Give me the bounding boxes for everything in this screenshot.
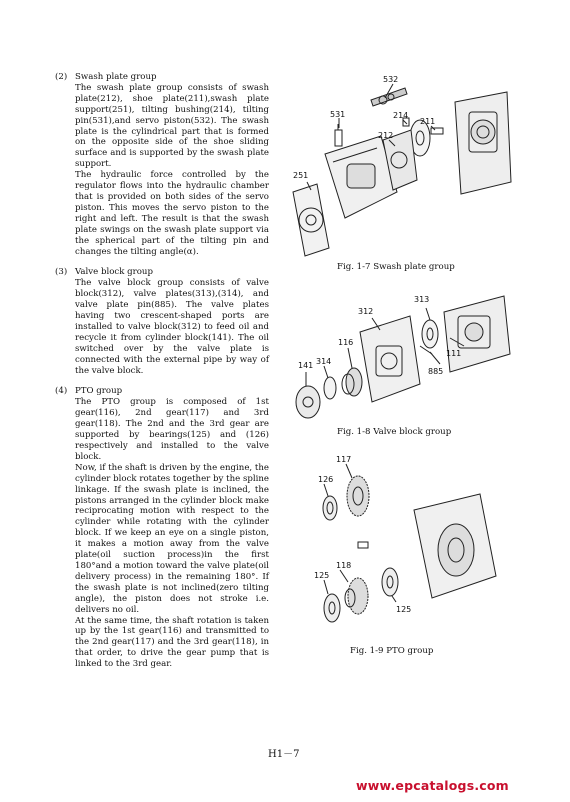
- part-label: 211: [420, 117, 436, 126]
- figure-caption: Fig. 1-9 PTO group: [350, 646, 434, 656]
- section-heading: [55, 267, 269, 278]
- part-label: 118: [336, 561, 352, 570]
- section-heading: [55, 72, 269, 83]
- part-label: 125: [314, 571, 330, 580]
- swash-plate-exploded-drawing: [285, 72, 517, 260]
- section-body: [55, 397, 269, 670]
- part-label: 531: [330, 110, 346, 119]
- part-label: 532: [383, 75, 399, 84]
- figure-valve-block-group: [290, 288, 520, 422]
- part-label: 251: [293, 171, 309, 180]
- valve-block-exploded-drawing: [290, 288, 520, 422]
- part-label: 314: [316, 357, 332, 366]
- website-watermark: www.epcatalogs.com: [356, 778, 509, 793]
- part-label: 312: [358, 307, 374, 316]
- figure-pto-group: [310, 450, 510, 640]
- section-number: (3): [55, 267, 68, 278]
- section-title: Swash plate group: [75, 72, 157, 82]
- section-body: [55, 278, 269, 376]
- part-label: 212: [378, 131, 394, 140]
- section-swash-plate-group: [55, 72, 269, 257]
- section-number: (4): [55, 386, 68, 397]
- section-body: [55, 83, 269, 258]
- part-label: 214: [393, 111, 409, 120]
- paragraph: Now, if the shaft is driven by the engine, the cylinder block rotates together by the spline linkage. If the swash plate is inclined, the pistons arranged in the cylinder block make reciprocating motion with respect to the cylinder while rotating with the cylinder block. If we keep an eye on a single piston, it makes a motion away from the valve plate(oil suction process)in the first 180°and a motion toward the valve plate(oil delivery process) in the remaining 180°. If the swash plate is not inclined(zero tilting angle), the piston does not stroke i.e. delivers no oil.: [75, 462, 269, 615]
- section-pto-group: [55, 386, 269, 670]
- section-valve-block-group: [55, 267, 269, 376]
- part-label: 141: [298, 361, 314, 370]
- figure-caption: Fig. 1-7 Swash plate group: [337, 262, 455, 272]
- section-heading: [55, 386, 269, 397]
- text-column: [55, 72, 269, 680]
- section-number: (2): [55, 72, 68, 82]
- paragraph: The PTO group is composed of 1st gear(116), 2nd gear(117) and 3rd gear(118). The 2nd and the 3rd gear are supported by bearings(125) and (126) respectively and installed to the valve block.: [75, 397, 269, 462]
- paragraph: The hydraulic force controlled by the regulator flows into the hydraulic chamber that is provided on both sides of the servo piston. This moves the servo piston to the right and left. The result is that the swash plate swings on the swash plate support via the spherical part of the tilting pin and changes the tilting angle(α).: [75, 170, 269, 257]
- part-label: 125: [396, 605, 412, 614]
- part-label: 117: [336, 455, 352, 464]
- page-number: H1－7: [268, 749, 300, 760]
- section-title: Valve block group: [75, 267, 153, 278]
- part-label: 116: [338, 338, 354, 347]
- pto-exploded-drawing: [310, 450, 510, 640]
- figure-swash-plate-group: [285, 72, 517, 260]
- figure-caption: Fig. 1-8 Valve block group: [337, 427, 452, 437]
- paragraph: The valve block group consists of valve block(312), valve plates(313),(314), and valve plate pin(885). The valve plates having two crescent-shaped ports are installed to valve block(312) to feed oil and recycle it from cylinder block(141). The oil switched over by the valve plate is connected with the external pipe by way of the valve block.: [75, 278, 269, 376]
- part-label: 885: [428, 367, 444, 376]
- part-label: 111: [446, 349, 462, 358]
- part-label: 313: [414, 295, 430, 304]
- section-title: PTO group: [75, 386, 123, 397]
- paragraph: At the same time, the shaft rotation is taken up by the 1st gear(116) and transmitted to the 2nd gear(117) and the 3rd gear(118), in that order, to drive the gear pump that is linked to the 3rd gear.: [75, 615, 269, 670]
- paragraph: The swash plate group consists of swash plate(212), shoe plate(211),swash plate support(251), tilting bushing(214), tilting pin(531),and servo piston(532). The swash plate is the cylindrical part that is formed on the opposite side of the shoe sliding surface and is supported by the swash plate support.: [75, 82, 269, 170]
- part-label: 126: [318, 475, 334, 484]
